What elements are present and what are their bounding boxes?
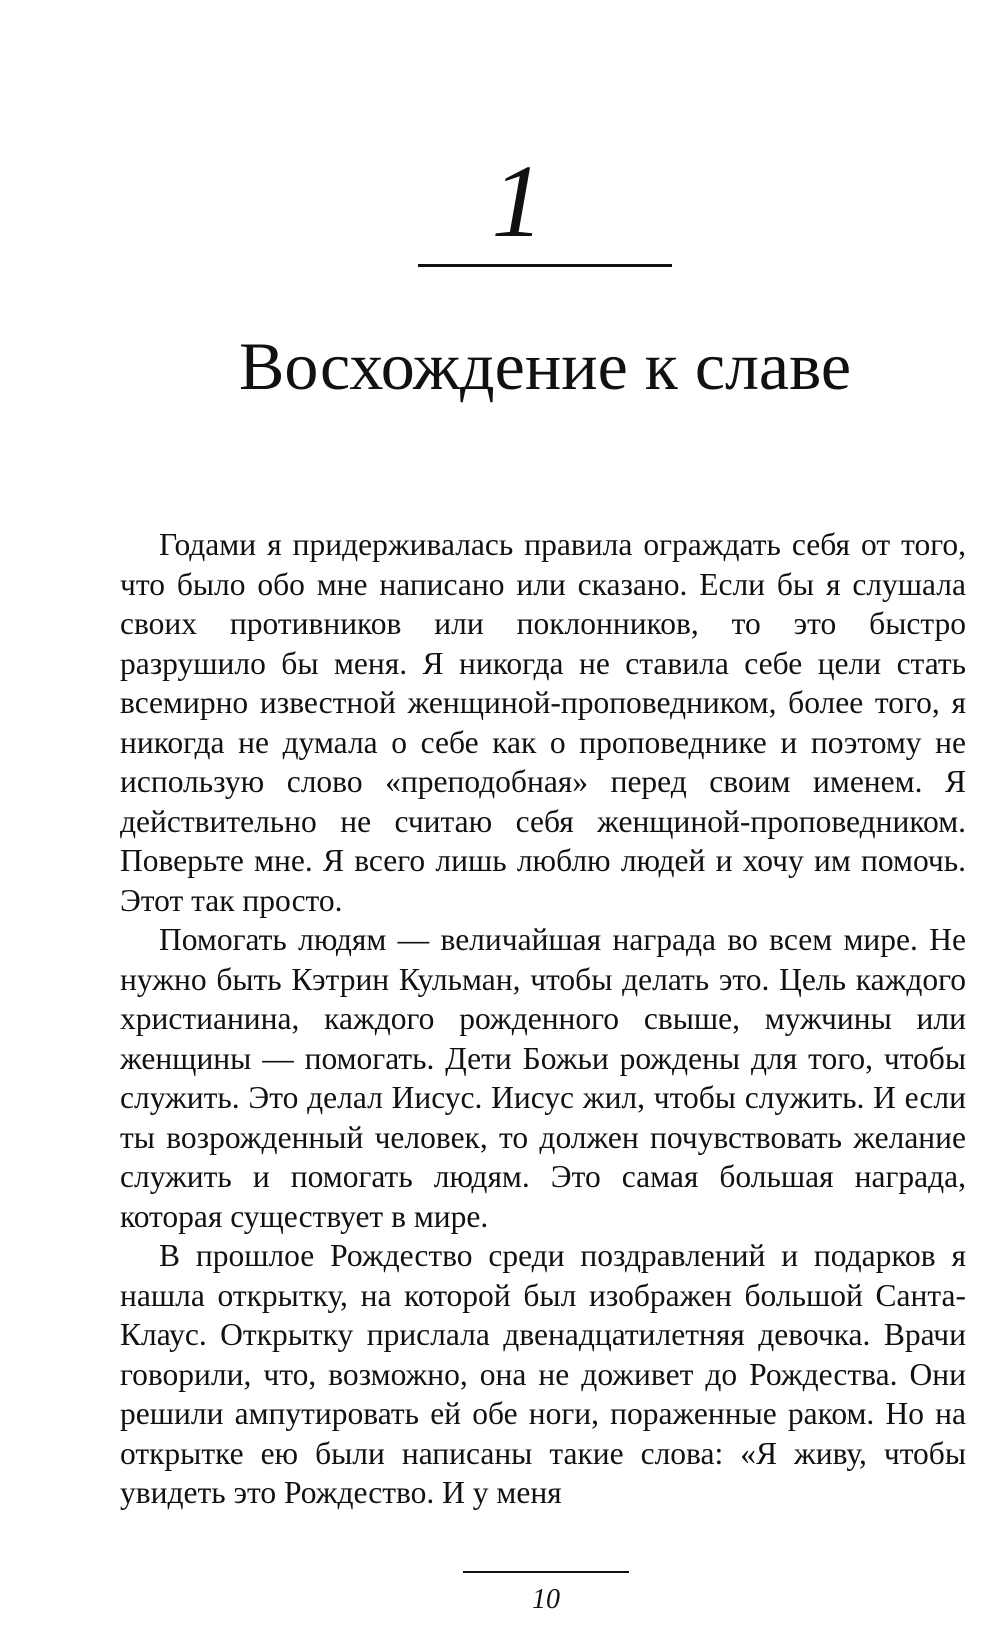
page-number: 10 bbox=[532, 1584, 560, 1615]
footer-divider bbox=[463, 1571, 629, 1573]
chapter-number: 1 bbox=[491, 144, 544, 259]
chapter-title: Восхождение к славе bbox=[239, 328, 851, 404]
body-text bbox=[120, 525, 966, 1513]
paragraph: В прошлое Рождество среди поздравлений и подарков я нашла открытку, на которой был изображен большой Санта-Клаус. Открытку прислала двенадцатилетняя девочка. Врачи говорили, что, возможно, она не доживет до Рождества. Они решили ампутировать ей обе ноги, пораженные раком. Но на открытке ею были написаны такие слова: «Я живу, чтобы увидеть это Рождество. И у меня bbox=[120, 1238, 966, 1510]
paragraph: Годами я придерживалась правила ограждать себя от того, что было обо мне написано или сказано. Если бы я слушала своих противников или поклонников, то это быстро разрушило бы меня. Я никогда не ставила себе цели стать всемирно известной женщиной-проповедником, более того, я никогда не думала о себе как о проповеднике и поэтому не использую слово «преподобная» перед своим именем. Я действительно не считаю себя женщиной-проповедником. Поверьте мне. Я всего лишь люблю людей и хочу им помочь. Этот так просто. bbox=[120, 527, 966, 918]
chapter-divider bbox=[418, 264, 672, 267]
paragraph: Помогать людям — величайшая награда во всем мире. Не нужно быть Кэтрин Кульман, чтобы делать это. Цель каждого христианина, каждого рожденного свыше, мужчины или женщины — помогать. Дети Божьи рождены для того, чтобы служить. Это делал Иисус. Иисус жил, чтобы служить. И если ты возрожденный человек, то должен почувствовать желание служить и помогать людям. Это самая большая награда, которая существует в мире. bbox=[120, 922, 966, 1234]
